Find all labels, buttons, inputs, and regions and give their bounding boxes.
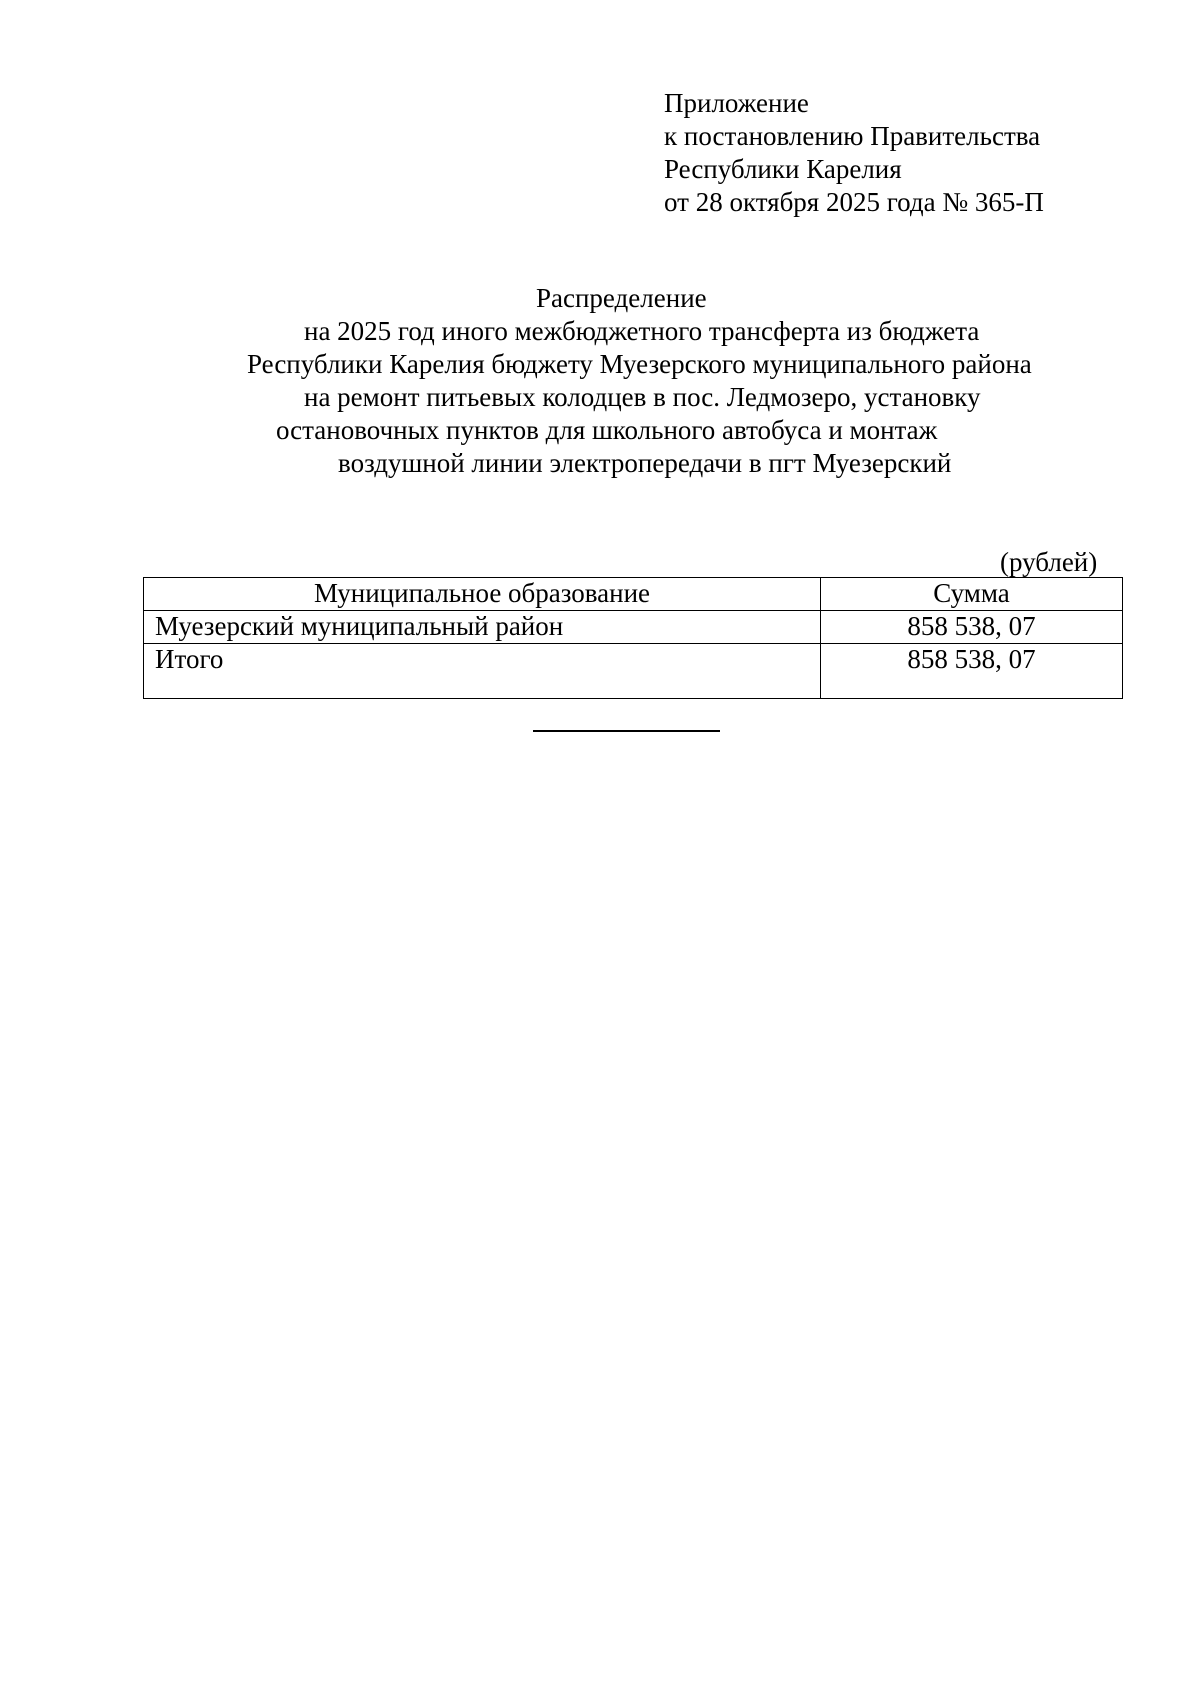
document-title xyxy=(150,282,1110,480)
appendix-resolution-line: к постановлению Правительства xyxy=(664,121,1041,151)
municipality-name: Муезерский муниципальный район xyxy=(144,611,821,644)
end-separator-line xyxy=(533,730,720,732)
title-line: воздушной линии электропередачи в пгт Муезерский xyxy=(338,448,952,478)
title-line: остановочных пунктов для школьного автобуса и монтаж xyxy=(276,415,938,445)
title-line: Республики Карелия бюджету Муезерского муниципального района xyxy=(247,349,1032,379)
distribution-table xyxy=(143,577,1123,699)
appendix-label: Приложение xyxy=(664,88,809,118)
appendix-date-number: от 28 октября 2025 года № 365-П xyxy=(664,187,1044,217)
title-line: Распределение xyxy=(536,283,707,313)
municipality-amount: 858 538, 07 xyxy=(821,611,1123,644)
column-header-municipality: Муниципальное образование xyxy=(144,578,821,611)
appendix-government-line: Республики Карелия xyxy=(664,154,902,184)
table-header-row xyxy=(144,578,1123,611)
title-line: на ремонт питьевых колодцев в пос. Ледмозеро, установку xyxy=(304,382,981,412)
total-label: Итого xyxy=(144,644,821,699)
title-line: на 2025 год иного межбюджетного трансферта из бюджета xyxy=(304,316,980,346)
appendix-header xyxy=(664,87,1164,219)
table-row xyxy=(144,611,1123,644)
total-amount: 858 538, 07 xyxy=(821,644,1123,699)
table-total-row xyxy=(144,644,1123,699)
units-label: (рублей) xyxy=(1000,547,1098,577)
column-header-amount: Сумма xyxy=(821,578,1123,611)
